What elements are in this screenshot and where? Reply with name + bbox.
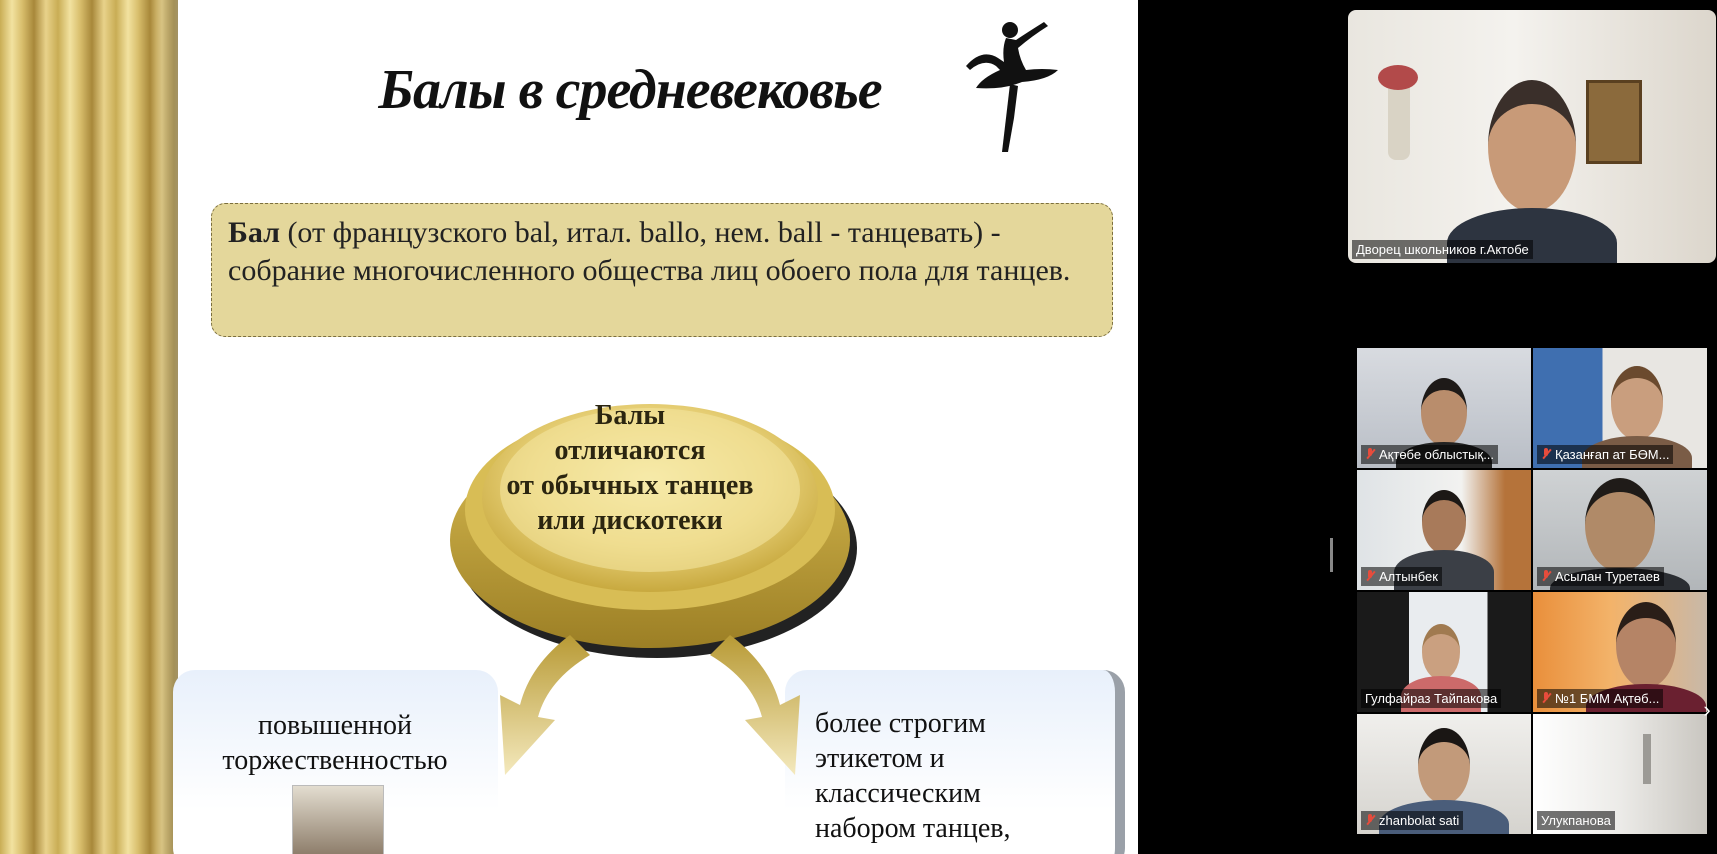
participant-tile[interactable] (1357, 714, 1531, 834)
definition-text: (от французского bal, итал. ballo, нем. ball - танцевать) - собрание многочисленного общества лиц обоего пола для танцев. (228, 216, 1071, 287)
curtain-decoration (0, 0, 178, 854)
right-panel-text (815, 706, 1115, 846)
center-line-1: Балы (594, 400, 666, 431)
participant-name: Қазанғап ат БӨМ... (1555, 447, 1670, 462)
mic-off-icon (1365, 570, 1375, 582)
right-line-1: более строгим (815, 708, 986, 739)
slide-title: Балы в средневековье (378, 59, 882, 121)
center-line-4: или дискотеки (537, 505, 723, 536)
left-panel-text (180, 708, 490, 778)
participant-name: Дворец школьников г.Актобе (1352, 240, 1533, 259)
left-line-2: торжественностью (222, 745, 448, 776)
participant-tile[interactable] (1533, 714, 1707, 834)
mic-off-icon (1541, 448, 1551, 460)
mic-off-icon (1541, 692, 1551, 704)
ballerina-icon (962, 18, 1062, 154)
participant-tile[interactable] (1533, 470, 1707, 590)
mic-off-icon (1541, 570, 1551, 582)
participant-name: Улукпанова (1541, 813, 1611, 828)
participant-name: Алтынбек (1379, 569, 1438, 584)
panel-resize-handle[interactable] (1330, 538, 1333, 572)
mic-off-icon (1365, 448, 1375, 460)
participant-name: Асылан Туретаев (1555, 569, 1660, 584)
participant-tile[interactable] (1357, 348, 1531, 468)
door-handle (1643, 734, 1651, 784)
speaker-video-tile[interactable] (1348, 10, 1716, 263)
participant-tile[interactable] (1357, 470, 1531, 590)
speaker-person (1447, 80, 1617, 263)
participant-tile[interactable] (1533, 592, 1707, 712)
definition-term: Бал (228, 216, 280, 249)
participant-name: Гулфайраз Тайпакова (1365, 691, 1498, 706)
participant-name: Ақтөбе облыстық... (1379, 447, 1495, 462)
participant-tile[interactable] (1533, 348, 1707, 468)
mic-off-icon (1365, 814, 1375, 826)
participant-name: №1 БММ Ақтөб... (1555, 691, 1660, 706)
chevron-right-icon[interactable]: › (1703, 697, 1711, 722)
right-line-3: классическим (815, 778, 981, 809)
right-line-2: этикетом и (815, 743, 945, 774)
flowers (1378, 65, 1418, 90)
center-line-3: от обычных танцев (506, 470, 754, 501)
left-line-1: повышенной (258, 710, 412, 741)
split-arrows (460, 625, 840, 805)
right-line-4: набором танцев, (815, 813, 1011, 844)
definition-box (211, 203, 1113, 337)
participant-tile[interactable] (1357, 592, 1531, 712)
center-line-2: отличаются (554, 435, 706, 466)
knights-image (292, 785, 384, 854)
center-disc-text (480, 398, 780, 538)
participant-name: zhanbolat sati (1379, 813, 1460, 828)
